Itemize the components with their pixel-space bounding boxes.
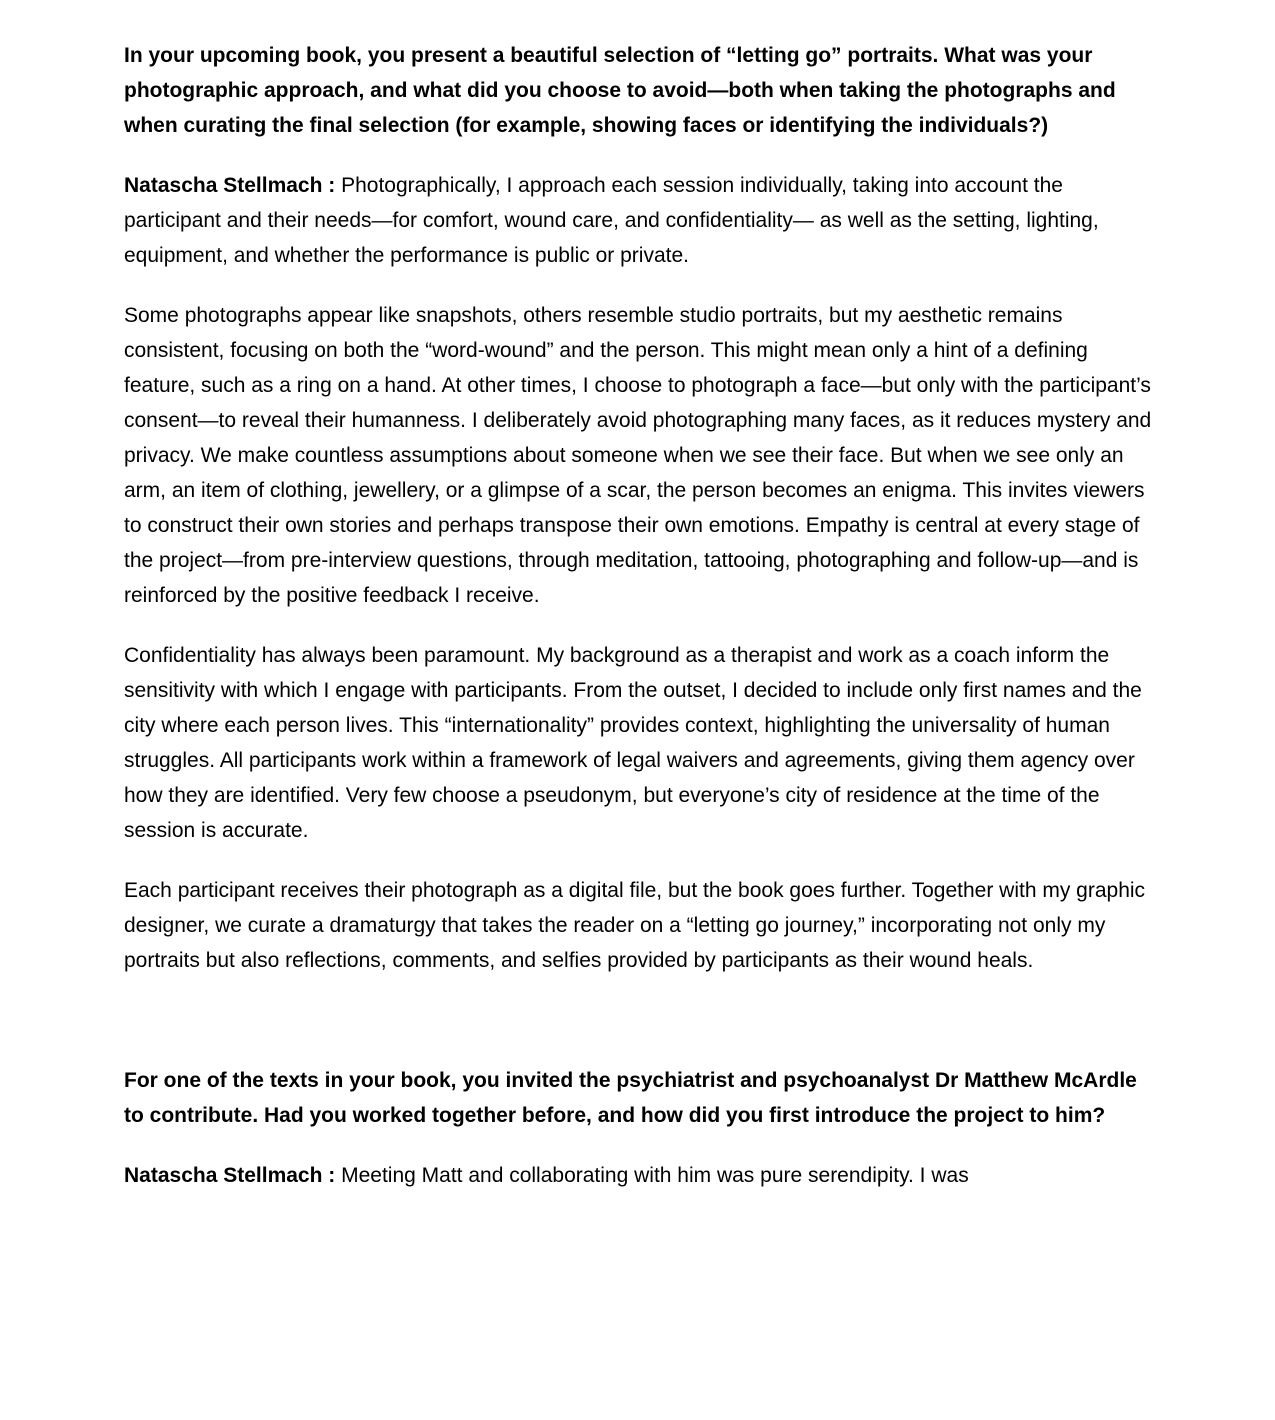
speaker-name: Natascha Stellmach : [124, 1164, 336, 1187]
interview-question-1: In your upcoming book, you present a beautiful selection of “letting go” portraits. What was your photographic approach, and what did you choose to avoid—both when taking the photographs and when curating the final selection (for example, showing faces or identifying the individuals?) [124, 44, 1116, 137]
interview-question-2: For one of the texts in your book, you invited the psychiatrist and psychoanalyst Dr Matthew McArdle to contribute. Had you worked together before, and how did you first introduce the project to him? [124, 1069, 1137, 1127]
interview-answer-5 [124, 1158, 1153, 1193]
interview-answer-3: Confidentiality has always been paramount. My background as a therapist and work as a coach inform the sensitivity with which I engage with participants. From the outset, I decided to include only first names and the city where each person lives. This “internationality” provides context, highlighting the universality of human struggles. All participants work within a framework of legal waivers and agreements, giving them agency over how they are identified. Very few choose a pseudonym, but everyone’s city of residence at the time of the session is accurate. [124, 644, 1142, 842]
answer-text: Photographically, I approach each session individually, taking into account the participant and their needs—for comfort, wound care, and confidentiality— as well as the setting, lighting, equipment, and whether the performance is public or private. [124, 174, 1099, 267]
interview-answer-4: Each participant receives their photograph as a digital file, but the book goes further. Together with my graphic designer, we curate a dramaturgy that takes the reader on a “letting go journey,” incorporating not only my portraits but also reflections, comments, and selfies provided by participants as their wound heals. [124, 879, 1146, 972]
answer-text: Meeting Matt and collaborating with him was pure serendipity. I was [341, 1164, 969, 1187]
paragraph-spacer [124, 1003, 1153, 1038]
interview-answer-2: Some photographs appear like snapshots, others resemble studio portraits, but my aesthetic remains consistent, focusing on both the “word-wound” and the person. This might mean only a hint of a defining feature, such as a ring on a hand. At other times, I choose to photograph a face—but only with the participant’s consent—to reveal their humanness. I deliberately avoid photographing many faces, as it reduces mystery and privacy. We make countless assumptions about someone when we see their face. But when we see only an arm, an item of clothing, jewellery, or a glimpse of a scar, the person becomes an enigma. This invites viewers to construct their own stories and perhaps transpose their own emotions. Empathy is central at every stage of the project—from pre-interview questions, through meditation, tattooing, photographing and follow-up—and is reinforced by the positive feedback I receive. [124, 304, 1152, 607]
speaker-name: Natascha Stellmach : [124, 174, 336, 197]
interview-answer-1 [124, 168, 1153, 273]
